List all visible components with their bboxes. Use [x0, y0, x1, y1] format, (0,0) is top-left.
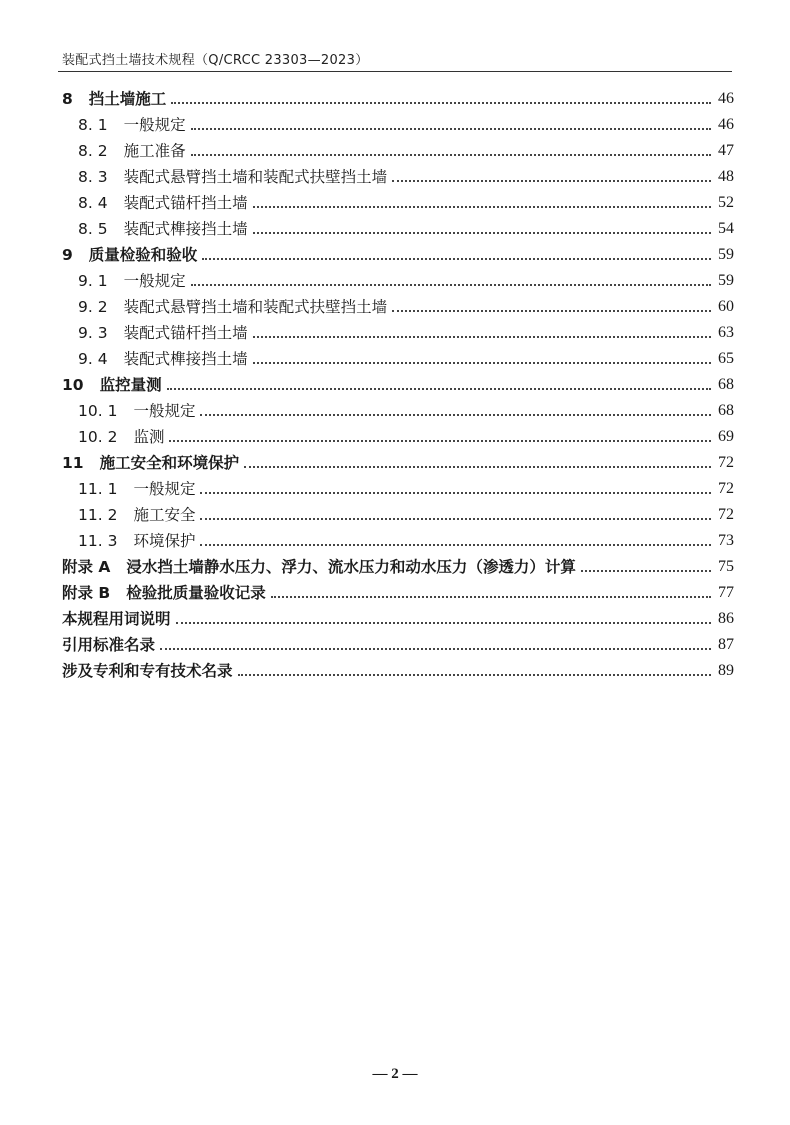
toc-entry-page: 46: [718, 90, 734, 107]
toc-entry-title: 施工准备: [123, 142, 186, 160]
toc-entry-page: 69: [718, 428, 734, 445]
toc-entry-title: 装配式榫接挡土墙: [123, 350, 248, 368]
toc-entry-page: 68: [718, 402, 734, 419]
toc-entry-title: 环境保护: [133, 532, 196, 550]
toc-dot-leader: [171, 101, 711, 104]
toc-entry-title: 本规程用词说明: [62, 610, 171, 628]
toc-dot-leader: [253, 231, 711, 234]
toc-dot-leader: [253, 205, 711, 208]
toc-dot-leader: [202, 257, 711, 260]
toc-entry-title: 施工安全和环境保护: [99, 454, 240, 472]
toc-entry-title: 装配式榫接挡土墙: [123, 220, 248, 238]
toc-entry[interactable]: [62, 502, 734, 528]
toc-entry-title: 装配式悬臂挡土墙和装配式扶壁挡土墙: [123, 298, 388, 316]
toc-dot-leader: [244, 465, 711, 468]
toc-entry-title: 一般规定: [123, 272, 186, 290]
toc-entry[interactable]: [62, 294, 734, 320]
toc-entry-title: 涉及专利和专有技术名录: [62, 662, 233, 680]
toc-dot-leader: [200, 517, 711, 520]
toc-entry[interactable]: [62, 320, 734, 346]
toc-entry-title: 一般规定: [133, 402, 196, 420]
toc-entry-number: 8: [62, 90, 73, 108]
toc-entry-number: 附录 A: [62, 558, 111, 576]
header-divider: [58, 71, 732, 72]
toc-dot-leader: [253, 361, 711, 364]
toc-dot-leader: [200, 543, 711, 546]
toc-entry-title: 一般规定: [123, 116, 186, 134]
toc-entry-title: 一般规定: [133, 480, 196, 498]
toc-dot-leader: [169, 439, 711, 442]
toc-entry-page: 87: [718, 636, 734, 653]
toc-entry[interactable]: [62, 424, 734, 450]
toc-entry-title: 施工安全: [133, 506, 196, 524]
toc-entry-title: 监测: [133, 428, 165, 446]
toc-entry-number: 11. 3: [78, 532, 118, 550]
toc-entry-number: 8. 5: [78, 220, 108, 238]
toc-entry-page: 54: [718, 220, 734, 237]
toc-entry-number: 8. 3: [78, 168, 108, 186]
toc-entry-page: 63: [718, 324, 734, 341]
toc-entry-number: 9. 3: [78, 324, 108, 342]
toc-entry-title: 引用标准名录: [62, 636, 156, 654]
toc-entry[interactable]: [62, 476, 734, 502]
toc-entry-page: 65: [718, 350, 734, 367]
toc-entry[interactable]: [62, 632, 734, 658]
toc-entry-number: 8. 4: [78, 194, 108, 212]
running-header: 装配式挡土墙技术规程（Q/CRCC 23303—2023）: [62, 53, 369, 68]
toc-entry-number: 11: [62, 454, 84, 472]
toc-dot-leader: [200, 491, 711, 494]
toc-entry[interactable]: [62, 112, 734, 138]
toc-entry[interactable]: [62, 450, 734, 476]
toc-entry-page: 59: [718, 246, 734, 263]
toc-entry-page: 75: [718, 558, 734, 575]
toc-entry[interactable]: [62, 528, 734, 554]
toc-entry-page: 52: [718, 194, 734, 211]
toc-entry-title: 质量检验和验收: [88, 246, 198, 264]
toc-dot-leader: [191, 283, 711, 286]
toc-dot-leader: [191, 127, 711, 130]
toc-dot-leader: [238, 673, 711, 676]
toc-dot-leader: [253, 335, 711, 338]
toc-entry-number: 8. 1: [78, 116, 108, 134]
toc-entry-page: 59: [718, 272, 734, 289]
toc-entry[interactable]: [62, 164, 734, 190]
toc-entry-page: 86: [718, 610, 734, 627]
toc-entry-number: 9. 2: [78, 298, 108, 316]
toc-entry-title: 浸水挡土墙静水压力、浮力、流水压力和动水压力（渗透力）计算: [126, 558, 576, 576]
toc-entry-title: 检验批质量验收记录: [126, 584, 266, 602]
toc-entry[interactable]: [62, 268, 734, 294]
toc-dot-leader: [581, 569, 711, 572]
toc-dot-leader: [392, 179, 711, 182]
toc-dot-leader: [200, 413, 711, 416]
toc-entry-number: 11. 1: [78, 480, 118, 498]
toc-entry-page: 68: [718, 376, 734, 393]
toc-entry-number: 10: [62, 376, 84, 394]
page-number: — 2 —: [372, 1066, 418, 1082]
toc-entry-page: 77: [718, 584, 734, 601]
toc-dot-leader: [191, 153, 711, 156]
toc-entry[interactable]: [62, 658, 734, 684]
toc-entry-page: 46: [718, 116, 734, 133]
toc-entry-number: 9: [62, 246, 73, 264]
toc-dot-leader: [167, 387, 711, 390]
toc-dot-leader: [392, 309, 711, 312]
toc-entry-number: 8. 2: [78, 142, 108, 160]
toc-entry-page: 48: [718, 168, 734, 185]
toc-entry-number: 10. 1: [78, 402, 118, 420]
toc-entry[interactable]: [62, 580, 734, 606]
toc-entry[interactable]: [62, 606, 734, 632]
toc-entry[interactable]: [62, 242, 734, 268]
toc-entry-title: 监控量测: [99, 376, 162, 394]
toc-entry[interactable]: [62, 346, 734, 372]
toc-entry-page: 89: [718, 662, 734, 679]
toc-entry-page: 72: [718, 506, 734, 523]
toc-entry[interactable]: [62, 138, 734, 164]
toc-entry[interactable]: [62, 554, 734, 580]
toc-entry-number: 附录 B: [62, 584, 111, 602]
toc-dot-leader: [160, 647, 711, 650]
toc-entry-number: 9. 4: [78, 350, 108, 368]
toc-entry[interactable]: [62, 86, 734, 112]
toc-entry[interactable]: [62, 190, 734, 216]
toc-entry-title: 装配式锚杆挡土墙: [123, 324, 248, 342]
toc-entry-title: 装配式锚杆挡土墙: [123, 194, 248, 212]
toc-entry-title: 装配式悬臂挡土墙和装配式扶壁挡土墙: [123, 168, 388, 186]
toc-entry-page: 47: [718, 142, 734, 159]
toc-entry[interactable]: [62, 372, 734, 398]
toc-entry-number: 11. 2: [78, 506, 118, 524]
toc-entry[interactable]: [62, 216, 734, 242]
toc-entry-number: 9. 1: [78, 272, 108, 290]
toc-entry-page: 73: [718, 532, 734, 549]
toc-dot-leader: [271, 595, 711, 598]
toc-dot-leader: [176, 621, 711, 624]
toc-entry[interactable]: [62, 398, 734, 424]
toc-entry-page: 60: [718, 298, 734, 315]
toc-entry-page: 72: [718, 480, 734, 497]
table-of-contents: [62, 86, 734, 684]
toc-entry-page: 72: [718, 454, 734, 471]
toc-entry-number: 10. 2: [78, 428, 118, 446]
toc-entry-title: 挡土墙施工: [88, 90, 167, 108]
